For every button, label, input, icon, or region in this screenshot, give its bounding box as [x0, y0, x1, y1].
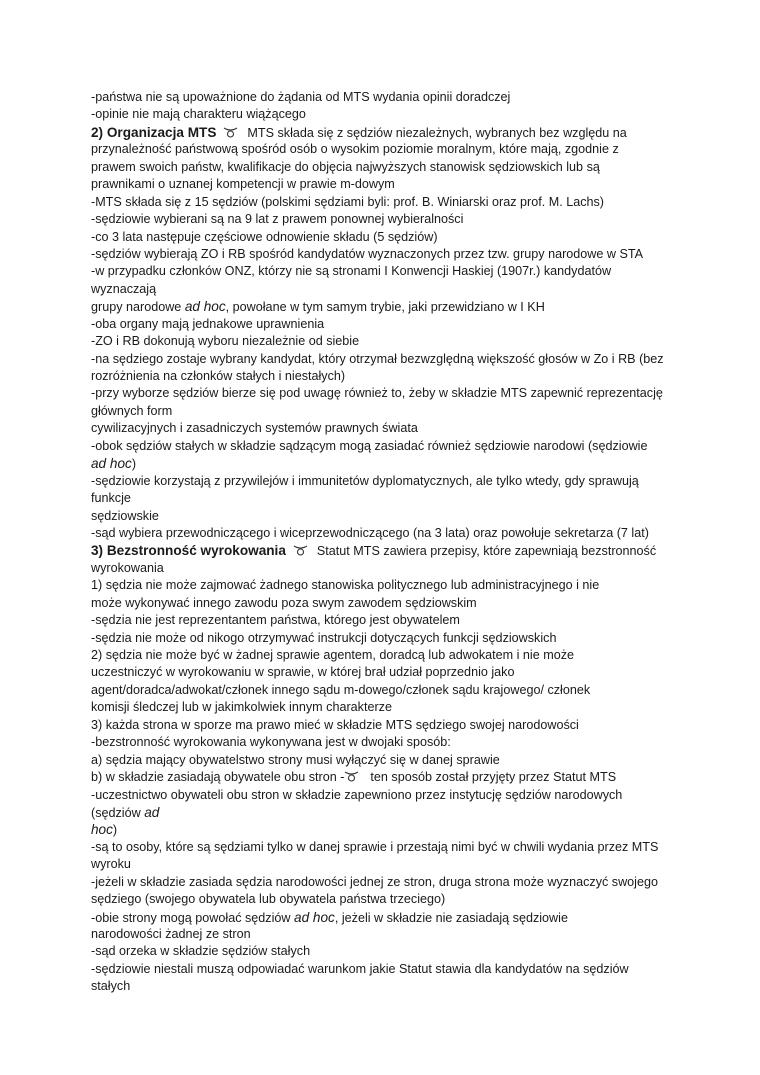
text-line: prawem swoich państw, kwalifikacje do objęcia najwyższych stanowisk sędziowskich lub są — [91, 159, 600, 174]
section-heading-bezstronnosc — [91, 542, 681, 559]
text-line: -sędziowie wybierani są na 9 lat z prawem ponownej wybieralności — [91, 212, 464, 227]
text-line: -ZO i RB dokonują wyboru niezależnie od siebie — [91, 334, 360, 349]
text-line: -państwa nie są upoważnione do żądania od MTS wydania opinii doradczej — [91, 90, 511, 104]
text-line: wyrokowania — [91, 560, 164, 575]
text-line: funkcje — [91, 491, 131, 506]
text-line: -sędzia nie jest reprezentantem państwa, którego jest obywatelem — [91, 613, 460, 628]
text-line: sędziego (swojego obywatela lub obywatela państwa trzeciego) — [91, 892, 446, 907]
text-line: -bezstronność wyrokowania wykonywana jest w dwojaki sposób: — [91, 735, 451, 750]
text-line-ad-hoc: hoc) — [91, 822, 118, 838]
text-line: uczestniczyć w wyrokowaniu w sprawie, w której brał udział poprzednio jako — [91, 665, 515, 680]
section-heading-organizacja — [91, 124, 681, 141]
text-line: wyznaczają — [91, 281, 157, 296]
text-line: -sędziowie niestali muszą odpowiadać warunkom jakie Statut stawia dla kandydatów na sędziów — [91, 961, 629, 976]
taurus-arrow-icon — [344, 770, 359, 782]
text-line: -co 3 lata następuje częściowe odnowienie składu (5 sędziów) — [91, 229, 438, 244]
text-line: może wykonywać innego zawodu poza swym zawodem sędziowskim — [91, 595, 477, 610]
text-line-ad-hoc: grupy narodowe ad hoc, powołane w tym samym trybie, jaki przewidziano w I KH — [91, 299, 545, 315]
text-line: -oba organy mają jednakowe uprawnienia — [91, 316, 325, 331]
text-line: -sędziów wybierają ZO i RB spośród kandydatów wyznaczonych przez tzw. grupy narodowe w STA — [91, 246, 644, 261]
text-line: -sędziowie korzystają z przywilejów i immunitetów dyplomatycznych, ale tylko wtedy, gdy sprawują — [91, 473, 639, 488]
heading-text: Statut MTS zawiera przepisy, które zapewniają bezstronność — [316, 544, 657, 559]
text-line: głównych form — [91, 403, 173, 418]
heading-title: 3) Bezstronność wyrokowania — [91, 543, 286, 559]
text-line: -są to osoby, które są sędziami tylko w danej sprawie i przestają nimi być w chwili wydania przez MTS — [91, 839, 659, 854]
text-line: -sąd wybiera przewodniczącego i wiceprzewodniczącego (na 3 lata) oraz powołuje sekretarza (7 lat) — [91, 525, 649, 540]
text-line: -obok sędziów stałych w składzie sądzącym mogą zasiadać również sędziowie narodowi (sędziowie — [91, 438, 648, 453]
text-line: -sąd orzeka w składzie sędziów stałych — [91, 944, 311, 959]
text-line: -MTS składa się z 15 sędziów (polskimi sędziami byli: prof. B. Winiarski oraz prof. M. Lachs) — [91, 194, 604, 209]
taurus-arrow-icon — [223, 126, 238, 138]
text-line: stałych — [91, 979, 131, 994]
text-line: narodowości żadnej ze stron — [91, 927, 251, 941]
document-body — [91, 89, 681, 996]
text-line: przynależność państwową spośród osób o wysokim poziomie moralnym, które mają, zgodnie z — [91, 142, 619, 157]
text-line: 2) sędzia nie może być w żadnej sprawie agentem, doradcą lub adwokatem i nie może — [91, 648, 575, 662]
text-line-with-symbol: b) w składzie zasiadają obywatele obu stron - ten sposób został przyjęty przez Statut MTS — [91, 770, 617, 785]
text-line: -opinie nie mają charakteru wiążącego — [91, 107, 306, 122]
text-line: prawnikami o uznanej kompetencji w prawie m-dowym — [91, 177, 395, 192]
text-line: cywilizacyjnych i zasadniczych systemów prawnych świata — [91, 421, 418, 436]
text-line: -w przypadku członków ONZ, którzy nie są stronami I Konwencji Haskiej (1907r.) kandydatów — [91, 264, 612, 279]
heading-title: 2) Organizacja MTS — [91, 124, 217, 140]
text-line: -na sędziego zostaje wybrany kandydat, który otrzymał bezwzględną większość głosów w Zo i RB (bez — [91, 351, 664, 366]
text-line: a) sędzia mający obywatelstwo strony musi wyłączyć się w danej sprawie — [91, 752, 500, 767]
text-line: 1) sędzia nie może zajmować żadnego stanowiska politycznego lub administracyjnego i nie — [91, 578, 600, 593]
text-line: -uczestnictwo obywateli obu stron w składzie zapewniono przez instytucję sędziów narodowych — [91, 787, 623, 802]
text-line: -przy wyborze sędziów bierze się pod uwagę również to, żeby w składzie MTS zapewnić reprezentację — [91, 386, 663, 401]
heading-text: MTS składa się z sędziów niezależnych, wybranych bez względu na — [247, 125, 627, 140]
text-line: rozróżnienia na członków stałych i niestałych) — [91, 369, 346, 383]
text-line: 3) każda strona w sporze ma prawo mieć w składzie MTS sędziego swojej narodowości — [91, 717, 579, 732]
text-line: agent/doradca/adwokat/członek innego sądu m-dowego/członek sądu krajowego/ członek — [91, 682, 591, 697]
text-line: komisji śledczej lub w jakimkolwiek innym charakterze — [91, 700, 392, 715]
text-line-ad-hoc: ad hoc) — [91, 456, 137, 472]
text-line-ad-hoc: (sędziów ad — [91, 804, 160, 820]
text-line-ad-hoc: -obie strony mogą powołać sędziów ad hoc, jeżeli w składzie nie zasiadają sędziowie — [91, 909, 568, 925]
text-line: -jeżeli w składzie zasiada sędzia narodowości jednej ze stron, druga strona może wyznaczyć swojego — [91, 874, 658, 889]
text-line: wyroku — [91, 857, 131, 872]
text-line: sędziowskie — [91, 508, 159, 523]
taurus-arrow-icon — [293, 544, 308, 556]
text-line: -sędzia nie może od nikogo otrzymywać instrukcji dotyczących funkcji sędziowskich — [91, 630, 557, 645]
